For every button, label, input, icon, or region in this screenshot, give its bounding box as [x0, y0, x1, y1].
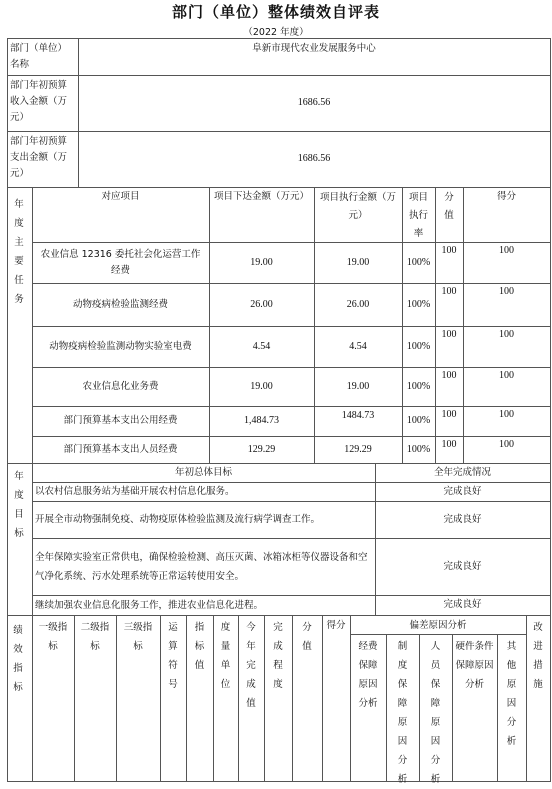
goal-status: 完成良好	[443, 599, 482, 610]
header-unit: 度量单位	[220, 622, 231, 690]
task-score-value: 100	[441, 409, 457, 420]
task-score: 100	[499, 329, 514, 340]
header-issued: 项目下达金额（万元）	[213, 191, 309, 202]
grid-line	[7, 38, 551, 39]
task-score: 100	[499, 245, 514, 256]
task-rate: 100%	[406, 256, 431, 268]
task-executed: 1484.73	[341, 410, 375, 421]
grid-line	[419, 634, 420, 782]
tasks-section-label: 年度主要任务	[14, 199, 24, 305]
header-deviation: 偏差原因分析	[409, 620, 467, 631]
task-rate: 100%	[406, 443, 431, 455]
header-rate: 项目执行率	[408, 192, 428, 239]
task-executed: 129.29	[344, 443, 372, 455]
unit-name-label: 部门（单位）名称	[10, 43, 68, 70]
goal-target: 全年保障实验室正常供电，确保检验检测、高压灭菌、冰箱冰柜等仪器设备和空气净化系统、污水处理系统等正常运转使用安全。	[35, 551, 368, 582]
grid-line	[264, 615, 265, 782]
goal-status: 完成良好	[443, 560, 482, 572]
task-score-value: 100	[441, 329, 457, 340]
grid-line	[160, 615, 161, 782]
task-score: 100	[499, 439, 514, 450]
grid-line	[386, 634, 387, 782]
expense-label: 部门年初预算支出金额（万元）	[10, 136, 68, 179]
task-rate: 100%	[406, 298, 431, 310]
grid-line	[32, 615, 33, 782]
task-executed: 4.54	[349, 340, 367, 352]
page-title: 部门（单位）整体绩效自评表	[171, 3, 380, 21]
task-score-value: 100	[441, 286, 457, 297]
task-issued: 19.00	[250, 380, 273, 392]
grid-line	[350, 634, 527, 635]
task-issued: 129.29	[247, 443, 276, 455]
header-level2: 二级指标	[80, 622, 110, 652]
header-level3: 三级指标	[123, 622, 153, 652]
grid-line	[350, 615, 351, 782]
header-hardware: 硬件条件保障原因分析	[455, 641, 494, 690]
grid-line	[375, 463, 376, 616]
income-label: 部门年初预算收入金额（万元）	[10, 80, 68, 123]
grid-line	[550, 38, 551, 782]
header-funds: 经费保障原因分析	[358, 641, 378, 709]
header-item: 对应项目	[101, 191, 140, 202]
task-rate: 100%	[406, 340, 431, 352]
goal-status: 完成良好	[443, 485, 482, 497]
task-executed: 19.00	[346, 256, 370, 268]
header-indicator-score: 得分	[326, 620, 346, 631]
header-completed: 今年完成值	[246, 622, 256, 709]
task-issued: 1,484.73	[244, 415, 279, 426]
header-score-value: 分值	[444, 192, 454, 221]
income-value: 1686.56	[297, 97, 331, 108]
expense-value: 1686.56	[297, 153, 331, 164]
header-degree: 完成程度	[273, 622, 283, 690]
grid-line	[452, 634, 453, 782]
grid-line	[74, 615, 75, 782]
task-item: 部门预算基本支出公用经费	[63, 415, 178, 426]
task-issued: 4.54	[252, 340, 271, 352]
grid-line	[116, 615, 117, 782]
page-subtitle: （2022 年度）	[243, 27, 309, 38]
grid-line	[7, 781, 551, 782]
grid-line	[497, 634, 498, 782]
grid-line	[292, 615, 293, 782]
task-rate: 100%	[406, 380, 431, 392]
header-operator: 运算符号	[168, 622, 178, 690]
task-item: 动物疫病检验监测经费	[72, 298, 168, 310]
header-indicator-score-value: 分值	[302, 622, 312, 652]
goals-header-target: 年初总体目标	[174, 467, 232, 478]
task-item: 动物疫病检验监测动物实验室电费	[49, 340, 192, 352]
task-score: 100	[499, 286, 514, 297]
header-improve: 改进措施	[533, 622, 543, 690]
header-system: 制度保障原因分析	[397, 641, 408, 785]
task-issued: 26.00	[250, 298, 273, 310]
task-rate: 100%	[406, 415, 431, 426]
grid-line	[7, 615, 551, 616]
indicators-section-label: 绩效指标	[13, 625, 23, 693]
task-score-value: 100	[441, 370, 457, 381]
grid-line	[7, 463, 551, 464]
task-item: 农业信息化业务费	[82, 380, 159, 392]
task-score: 100	[499, 370, 514, 381]
task-item: 部门预算基本支出人员经费	[63, 443, 178, 455]
grid-line	[7, 187, 551, 188]
grid-line	[238, 615, 239, 782]
task-score-value: 100	[441, 439, 457, 450]
goals-section-label: 年度目标	[14, 471, 24, 539]
goals-header-status: 全年完成情况	[433, 467, 491, 478]
grid-line	[526, 615, 527, 782]
task-executed: 19.00	[346, 380, 370, 392]
unit-name-value: 阜新市现代农业发展服务中心	[252, 43, 376, 54]
grid-line	[32, 463, 33, 616]
header-other: 其他原因分析	[506, 641, 517, 747]
header-level1: 一级指标	[38, 622, 68, 652]
task-score-value: 100	[441, 245, 457, 256]
task-executed: 26.00	[346, 298, 370, 310]
header-score: 得分	[496, 191, 516, 202]
goal-target: 继续加强农业信息化服务工作，推进农业信息化进程。	[35, 599, 264, 611]
grid-line	[213, 615, 214, 782]
header-staff: 人员保障原因分析	[430, 641, 441, 785]
task-score: 100	[499, 409, 514, 420]
grid-line	[186, 615, 187, 782]
goal-target: 开展全市动物强制免疫、动物疫原体检验监测及流行病学调查工作。	[35, 514, 321, 525]
goal-status: 完成良好	[443, 513, 482, 525]
grid-line	[322, 615, 323, 782]
task-issued: 19.00	[250, 256, 273, 268]
grid-line	[7, 38, 8, 782]
header-executed: 项目执行金额（万元）	[319, 192, 396, 221]
task-item: 农业信息 12316 委托社会化运营工作经费	[40, 248, 201, 276]
grid-line	[78, 38, 79, 188]
goal-target: 以农村信息服务站为基础开展农村信息化服务。	[35, 486, 235, 497]
header-value: 指标值	[194, 622, 205, 671]
